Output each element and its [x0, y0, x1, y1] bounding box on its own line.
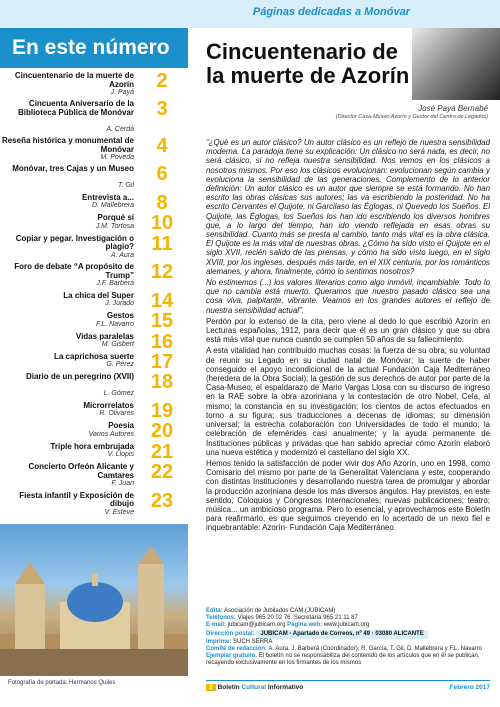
toc-page-number: 20 [150, 420, 174, 443]
toc-author: G. Pérez [106, 361, 134, 369]
top-banner [0, 0, 500, 28]
toc-title: Diario de un peregrino (XVII) [25, 372, 134, 382]
toc-page-number: 14 [150, 289, 174, 312]
toc-item[interactable] [0, 440, 188, 463]
web-label: Página web: [287, 622, 323, 629]
toc-title: La chica del Super [63, 290, 134, 300]
toc-title: Gestos [106, 311, 134, 321]
tel-label: Teléfonos: [206, 615, 236, 622]
photo-credit: Fotografía de portada: Hermanos Quiles [8, 680, 116, 686]
toc-author: L. Gómez [103, 390, 134, 398]
toc-item[interactable] [0, 330, 188, 353]
imprime-value: SUCH SERRA [233, 638, 273, 645]
toc-item[interactable] [0, 72, 188, 100]
toc-title: Fiesta infantil y Exposición de dibujo [19, 490, 134, 509]
banner-prefix: Páginas dedicadas a [252, 6, 365, 18]
toc-author: R. Olivares [99, 410, 134, 418]
email-label: E-mail: [206, 622, 227, 629]
toc-page-number: 12 [150, 261, 174, 284]
banner-text [253, 6, 410, 18]
toc-title: Monóvar, tres Cajas y un Museo [12, 164, 134, 174]
toc-author: M. Gisbert [101, 341, 134, 349]
toc-item[interactable] [0, 489, 188, 520]
toc-item[interactable] [0, 422, 188, 442]
toc-author: V. Esteve [104, 508, 134, 516]
footer-rule [206, 680, 490, 681]
toc-title: Concierto Orfeón Alicante y Camtares [28, 462, 134, 480]
toc-title: Cincuentenario de la muerte de Azorín [14, 71, 134, 89]
article-paragraph: Perdón por lo extenso de la cita, pero viene al dedo lo que escribió Azorín en Lecturas españolas, 1912, para decir que él es un gran clásico y que su obra está más vital que nunca cuando se cumplen 50 años de su fallecimiento. [206, 316, 490, 345]
toc-title: Microrrelatos [83, 400, 134, 410]
toc-item[interactable] [0, 463, 188, 491]
church-illustration [0, 524, 188, 676]
toc-author: J. Payá [110, 89, 134, 96]
footer-date: Febrero 2017 [449, 684, 490, 691]
toc-author: Varios Autores [88, 430, 134, 438]
toc-page-number: 6 [156, 163, 168, 186]
footer-b1: Boletín [217, 684, 242, 691]
toc-page-number: 2 [156, 70, 168, 92]
toc-page-number: 4 [156, 135, 168, 158]
article-author: José Payá Bernabé [418, 104, 488, 113]
comite-value: A. Aura, J. Barberá (Coordinador), R. García, T. Gil, D. Mallebrera y F.L. Navarro [268, 646, 482, 653]
article-body [206, 138, 490, 535]
toc-author: T. Gil [117, 182, 134, 190]
imprime-label: Imprime: [206, 638, 232, 645]
toc-title: Foro de debate “A propósito de Trump” [14, 262, 134, 280]
tel-value: Viajes 965 20 02 76. Secretaría 965 21 11 87 [237, 615, 358, 622]
toc-title: La caprichosa suerte [53, 351, 134, 361]
toc-author: A. Aura [110, 251, 134, 259]
toc-item[interactable] [0, 191, 188, 214]
toc-item[interactable] [0, 263, 188, 291]
article-title: Cincuentenario de la muerte de Azorín [206, 39, 410, 88]
toc-item[interactable] [0, 165, 188, 193]
toc-page-number: 15 [150, 310, 174, 333]
toc-page-number: 18 [150, 371, 174, 394]
toc-heading: En este número [0, 28, 188, 68]
toc-page-number: 11 [151, 232, 173, 255]
toc-title: Copiar y pegar. Investigación o plagio? [15, 233, 134, 252]
toc-item[interactable] [0, 312, 188, 332]
toc-title: Triple hora embrujada [50, 441, 134, 451]
toc-author: J.F. Barberá [96, 280, 134, 288]
article-paragraph: A esta vitalidad han contribuido muchas cosas: la fuerza de su obra; su voluntad de reunir su Legado en su ciudad natal de Monóvar; la suerte de haber conseguido el apoyo incondicional de la actual Fundación Caja Mediterráneo (heredera de la Obra Social); la gestión de sus derechos de autor por parte de la Casa-Museo; el espaldarazo de Mario Vargas Llosa con su discurso de ingreso en la RAE sobre la obra azoriniana y la contestación de otro Nobel, Cela, al mismo; la constancia en su investigación; los cientos de actos efectuados en torno a su figura; sus traducciones a decenas de idiomas; su dimensión universal; la estrecha colaboración con Universidades de todo el mundo; la celebración de efemérides casi anualmente; y la ayuda permanente de Instituciones públicas y privadas que han sabido apreciar cómo Azorín elaboró una nueva estética y modernizó el castellano del siglo XX. [206, 346, 490, 457]
web-link[interactable]: www.jubicam.org [323, 622, 370, 629]
footer-b2: Cultural [241, 684, 268, 691]
toc-page-number: 21 [150, 440, 174, 463]
toc-author: J. Jurado [105, 300, 134, 308]
toc-title: Poesía [108, 421, 134, 431]
monovar-cover-photo [0, 524, 188, 676]
toc-page-number: 16 [150, 330, 174, 353]
email-link[interactable]: jubicam@jubicam.org [227, 622, 286, 629]
comite-label: Comité de redacción: [206, 646, 268, 653]
banner-place: Monóvar [364, 6, 410, 18]
toc-item[interactable] [0, 289, 188, 312]
toc-author: F.L. Navarro [96, 320, 134, 328]
toc-author: D. Mallebrera [91, 202, 134, 210]
ejemplar-label: Ejemplar gratuito. [206, 653, 258, 660]
toc-author: V. Llopis [107, 451, 134, 459]
toc-page-number: 8 [156, 191, 168, 214]
author-role: (Director Casa-Museo Azorín y Gestor del Centro de Legados) [335, 114, 488, 120]
toc-author: M. Poveda [100, 154, 134, 162]
toc-item[interactable] [0, 100, 188, 137]
toc-author: F. Juan [111, 480, 134, 488]
article-paragraph: No estimemos (...) los valores literarios como algo inmóvil, incambiable. Todo lo que no cambia está muerto. Queramos que nuestro pasado clásico sea una cosa viva, palpitante, vibrante. Veamos en los grandes autores el reflejo de nuestra sensibilidad actual”. [206, 278, 490, 315]
ejemplar-value: El boletín no se responsabiliza del contenido de los artículos que en él se publican, recayendo exclusivamente en los firmantes de los mismos [206, 653, 480, 667]
author-portrait [412, 28, 500, 100]
toc-title: Vidas paralelas [75, 331, 134, 341]
toc-title: Cincuenta Aniversario de la Biblioteca Pública de Monóvar [17, 99, 134, 117]
masthead [206, 608, 490, 668]
toc-item[interactable] [0, 137, 188, 165]
toc-title: Entrevista a... [81, 192, 134, 202]
toc-item[interactable] [0, 399, 188, 422]
toc-title: Reseña histórica y monumental de Monóvar [1, 136, 134, 154]
toc-page-number: 10 [150, 212, 174, 235]
toc-page-number: 22 [150, 461, 174, 484]
toc-item[interactable] [0, 214, 188, 234]
toc-title: Porqué sí [97, 213, 134, 223]
dir-label: Dirección postal: [206, 630, 255, 637]
toc-item[interactable] [0, 232, 188, 263]
edita-label: Edita: [206, 608, 223, 614]
article-paragraph: Hemos tenido la satisfacción de poder vivir dos Año Azorín, uno en 1998, como Comisario del mismo por parte de la Generalitat Valenciana y este, cooperando con distintas Instituciones y desarrollando nuestra tarea de promulgar y abordar la producción azoriniana desde los más diversos ángulos. Hay previstos, en este sentido, Coloquios y Congresos Internacionales; nuevas publicaciones; teatro; música... un ambicioso programa. Pero lo esencial, y aprovechamos este Boletín para reafirmarlo, es que seguimos creyendo en lo acertado de un nexo fiel e inquebrantable: Azorín- Fundación Caja Mediterráneo. [206, 458, 490, 533]
footer-b3: Informativo [267, 684, 304, 691]
page-footer [206, 684, 490, 694]
toc-page-number: 17 [150, 350, 174, 373]
edita-value: Asociación de Jubilados CAM (JUBICAM) [224, 608, 336, 614]
toc-page-number: 23 [150, 489, 174, 512]
toc-item[interactable] [0, 373, 188, 401]
dir-value: JUBICAM - Apartado de Correos, nº 49 · 03080 ALICANTE [256, 630, 427, 639]
page-number: 2 [206, 684, 216, 691]
toc-item[interactable] [0, 350, 188, 373]
toc-author: J.M. Tortosa [95, 222, 134, 230]
toc-author: A. Cerdá [106, 125, 134, 133]
article-paragraph: “¿Qué es un autor clásico? Un autor clásico es un reflejo de nuestra sensibilidad moderna. La paradoja tiene su explicación: Un clásico no será nada, es decir, no será clásico, si no refleja nuestra sensibilidad. Nos vemos en los clásicos a nosotros mismos. Por eso los clásicos evolucionan: evolucionan según cambia y evoluciona la sensibilidad de las generaciones. Complemento de lo anterior definición: Un autor clásico es un autor que siempre se está formando. No han escrito las obras clásicas sus autores; las va escribiendo la posteridad. No ha escrito Cervantes el Quijote, ni Garcilaso las Églogas, ni Quevedo los Sueños. El Quijote, las Églogas, los Sueños los han ido escribiendo los diversos hombres que, a lo largo del tiempo, han ido viendo reflejada en esas obras su sensibilidad. Cuanto más se presta al cambio, tanto más vital es la obra clásica. El Quijote es la más vital de nuestras obras. ¿Cómo ha sido visto el Quijote en el siglo XVII, recién salido de las prensas, y cómo ha sido visto luego, en el siglo XVIII, por los ingleses, después más tarde, en el XIX centuria, por los románticos alemanes, y ahora, finalmente, cómo lo sentimos nosotros? [206, 138, 490, 276]
toc-page-number: 3 [156, 98, 168, 121]
footer-bulletin [206, 684, 303, 691]
toc-page-number: 19 [150, 399, 174, 422]
